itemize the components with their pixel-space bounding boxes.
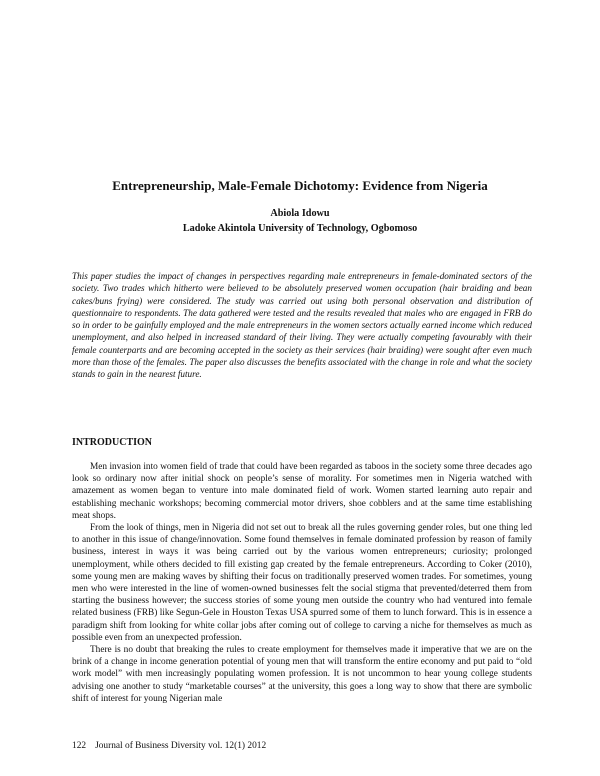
- page-number: 122: [72, 741, 87, 751]
- author-affiliation: Ladoke Akintola University of Technology, Ogbomoso: [182, 223, 418, 234]
- body-text: [72, 461, 532, 705]
- author-name: Abiola Idowu: [270, 208, 330, 219]
- journal-citation: Journal of Business Diversity vol. 12(1) 2012: [95, 741, 267, 751]
- paragraph: From the look of things, men in Nigeria did not set out to break all the rules governing gender roles, but one thing led to another in this issue of change/innovation. Some found themselves in female dominated profession by reason of family business, interest in ways it was being carried out by the various women entrepreneurs; curiosity; prolonged unemployment, while others decided to fill existing gap created by the female entrepreneurs. According to Coker (2010), some young men are making waves by shifting their focus on traditionally preserved women trades. For sometimes, young men who were interested in the line of women-owned businesses felt the social stigma that prevented/deterred them from starting the business however; the success stories of some young men outside the country who had ventured into female related business (FRB) like Segun-Gele in Houston Texas USA spurred some of them to lunch forward. This is in essence a paradigm shift from looking for white collar jobs after coming out of college to carving a niche for themselves as much as possible even from an unexpected profession.: [72, 523, 532, 643]
- paragraph: There is no doubt that breaking the rules to create employment for themselves made it imperative that we are on the brink of a change in income generation potential of young men that will transform the entire economy and put paid to “old work model” with men increasingly populating women profession. It is not uncommon to hear young college students advising one another to study “marketable courses” at the university, this goes a long way to show that there are symbolic shift of interest for young Nigerian male: [72, 645, 532, 704]
- section-heading: INTRODUCTION: [72, 437, 153, 448]
- paragraph: Men invasion into women field of trade that could have been regarded as taboos in the society some three decades ago look so ordinary now after initial shock on people’s sense of morality. For sometimes men in Nigeria watched with amazement as women began to venture into male dominated field of work. Women started learning auto repair and establishing mechanic workshops; becoming commercial motor drivers, shoe cobblers and at the same time establishing meat shops.: [72, 462, 532, 521]
- paper-title: Entrepreneurship, Male-Female Dichotomy: Evidence from Nigeria: [112, 178, 488, 193]
- abstract: This paper studies the impact of changes in perspectives regarding male entrepreneurs in female-dominated sectors of the society. Two trades which hitherto were believed to be absolutely preserved women occupation (hair braiding and bean cakes/buns frying) were considered. The study was carried out using both personal observation and distribution of questionnaire to respondents. The data gathered were tested and the results revealed that males who are engaged in FRB do so in order to be gainfully employed and the male entrepreneurs in the women sectors actually earned income which reduced unemployment, and also helped in increased standard of their living. They were actually competing favourably with their female counterparts and are becoming accepted in the society as their services (hair braiding) were sought after even much more than those of the females. The paper also discusses the benefits associated with the change in role and what the society stands to gain in the nearest future.: [72, 271, 532, 380]
- page-footer: [72, 740, 266, 752]
